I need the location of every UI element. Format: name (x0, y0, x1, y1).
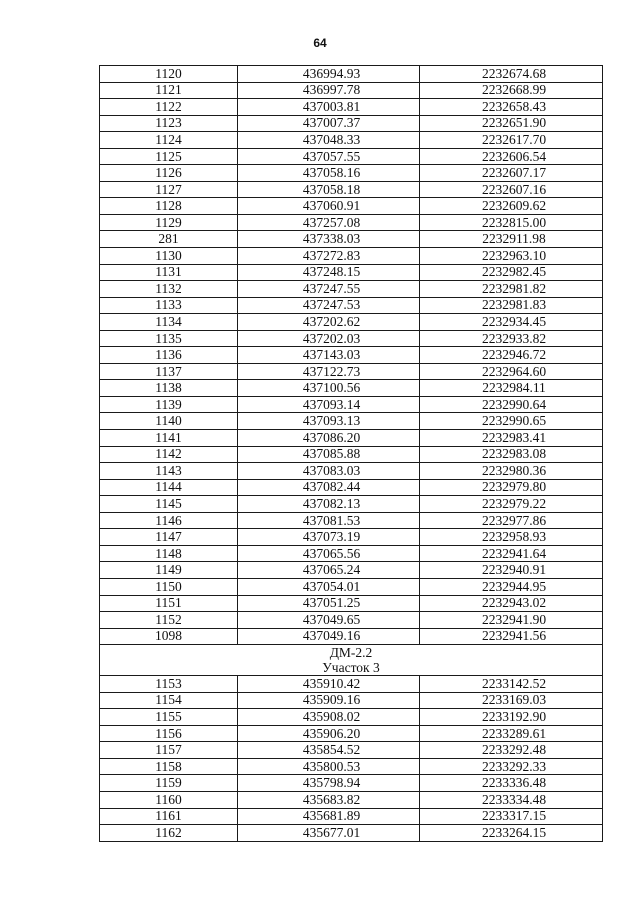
point-number-cell: 1122 (100, 99, 238, 116)
x-coordinate-cell: 437093.14 (238, 396, 420, 413)
table-row (100, 99, 603, 116)
table-row (100, 725, 603, 742)
table-body-part1 (100, 66, 603, 645)
y-coordinate-cell: 2233336.48 (420, 775, 603, 792)
point-number-cell: 1156 (100, 725, 238, 742)
y-coordinate-cell: 2232941.64 (420, 545, 603, 562)
table-row (100, 148, 603, 165)
y-coordinate-cell: 2232941.90 (420, 612, 603, 629)
y-coordinate-cell: 2232979.22 (420, 496, 603, 513)
x-coordinate-cell: 437058.16 (238, 165, 420, 182)
y-coordinate-cell: 2232990.65 (420, 413, 603, 430)
x-coordinate-cell: 437272.83 (238, 248, 420, 265)
x-coordinate-cell: 435798.94 (238, 775, 420, 792)
x-coordinate-cell: 437247.55 (238, 281, 420, 298)
x-coordinate-cell: 437083.03 (238, 463, 420, 480)
section-title: ДМ-2.2 (329, 645, 373, 661)
table-row (100, 330, 603, 347)
x-coordinate-cell: 435854.52 (238, 742, 420, 759)
table-row (100, 363, 603, 380)
table-row (100, 248, 603, 265)
point-number-cell: 1160 (100, 791, 238, 808)
y-coordinate-cell: 2232984.11 (420, 380, 603, 397)
y-coordinate-cell: 2233142.52 (420, 676, 603, 693)
point-number-cell: 1120 (100, 66, 238, 83)
y-coordinate-cell: 2232977.86 (420, 512, 603, 529)
y-coordinate-cell: 2233292.48 (420, 742, 603, 759)
point-number-cell: 1128 (100, 198, 238, 215)
y-coordinate-cell: 2232933.82 (420, 330, 603, 347)
x-coordinate-cell: 437247.53 (238, 297, 420, 314)
x-coordinate-cell: 437003.81 (238, 99, 420, 116)
point-number-cell: 1138 (100, 380, 238, 397)
point-number-cell: 1146 (100, 512, 238, 529)
table-row (100, 562, 603, 579)
point-number-cell: 1143 (100, 463, 238, 480)
y-coordinate-cell: 2232944.95 (420, 578, 603, 595)
table-row (100, 692, 603, 709)
point-number-cell: 1142 (100, 446, 238, 463)
table-row (100, 347, 603, 364)
table-row (100, 808, 603, 825)
section-header-cell (100, 645, 603, 676)
table-row (100, 264, 603, 281)
point-number-cell: 1140 (100, 413, 238, 430)
point-number-cell: 1153 (100, 676, 238, 693)
y-coordinate-cell: 2232946.72 (420, 347, 603, 364)
x-coordinate-cell: 437202.62 (238, 314, 420, 331)
point-number-cell: 1158 (100, 758, 238, 775)
point-number-cell: 1124 (100, 132, 238, 149)
y-coordinate-cell: 2232983.08 (420, 446, 603, 463)
y-coordinate-cell: 2232983.41 (420, 430, 603, 447)
coordinates-table (99, 65, 603, 842)
point-number-cell: 1098 (100, 628, 238, 645)
x-coordinate-cell: 437073.19 (238, 529, 420, 546)
x-coordinate-cell: 437085.88 (238, 446, 420, 463)
table-row (100, 595, 603, 612)
point-number-cell: 1141 (100, 430, 238, 447)
table-body-part2 (100, 676, 603, 841)
x-coordinate-cell: 436997.78 (238, 82, 420, 99)
table-row (100, 281, 603, 298)
table-row (100, 396, 603, 413)
x-coordinate-cell: 437122.73 (238, 363, 420, 380)
y-coordinate-cell: 2232958.93 (420, 529, 603, 546)
x-coordinate-cell: 435908.02 (238, 709, 420, 726)
table-row (100, 612, 603, 629)
x-coordinate-cell: 435677.01 (238, 825, 420, 842)
point-number-cell: 1152 (100, 612, 238, 629)
x-coordinate-cell: 435800.53 (238, 758, 420, 775)
y-coordinate-cell: 2232981.82 (420, 281, 603, 298)
point-number-cell: 1132 (100, 281, 238, 298)
y-coordinate-cell: 2232607.17 (420, 165, 603, 182)
table-row (100, 66, 603, 83)
y-coordinate-cell: 2232982.45 (420, 264, 603, 281)
table-row (100, 430, 603, 447)
point-number-cell: 1135 (100, 330, 238, 347)
y-coordinate-cell: 2233192.90 (420, 709, 603, 726)
x-coordinate-cell: 435910.42 (238, 676, 420, 693)
table-row (100, 628, 603, 645)
x-coordinate-cell: 437007.37 (238, 115, 420, 132)
table-row (100, 578, 603, 595)
x-coordinate-cell: 437081.53 (238, 512, 420, 529)
table-row (100, 198, 603, 215)
y-coordinate-cell: 2233289.61 (420, 725, 603, 742)
table-row (100, 132, 603, 149)
x-coordinate-cell: 437257.08 (238, 214, 420, 231)
x-coordinate-cell: 435683.82 (238, 791, 420, 808)
table-row (100, 825, 603, 842)
y-coordinate-cell: 2232940.91 (420, 562, 603, 579)
x-coordinate-cell: 437082.13 (238, 496, 420, 513)
y-coordinate-cell: 2232617.70 (420, 132, 603, 149)
x-coordinate-cell: 437082.44 (238, 479, 420, 496)
point-number-cell: 1147 (100, 529, 238, 546)
point-number-cell: 1127 (100, 181, 238, 198)
table-row (100, 775, 603, 792)
point-number-cell: 1145 (100, 496, 238, 513)
point-number-cell: 1136 (100, 347, 238, 364)
y-coordinate-cell: 2232668.99 (420, 82, 603, 99)
table-row (100, 512, 603, 529)
y-coordinate-cell: 2232815.00 (420, 214, 603, 231)
y-coordinate-cell: 2232963.10 (420, 248, 603, 265)
point-number-cell: 1157 (100, 742, 238, 759)
x-coordinate-cell: 437048.33 (238, 132, 420, 149)
y-coordinate-cell: 2232607.16 (420, 181, 603, 198)
x-coordinate-cell: 437060.91 (238, 198, 420, 215)
section-subtitle: Участок 3 (322, 660, 380, 676)
section-header-row (100, 645, 603, 676)
point-number-cell: 1131 (100, 264, 238, 281)
x-coordinate-cell: 437049.16 (238, 628, 420, 645)
x-coordinate-cell: 435681.89 (238, 808, 420, 825)
point-number-cell: 1129 (100, 214, 238, 231)
y-coordinate-cell: 2232658.43 (420, 99, 603, 116)
y-coordinate-cell: 2232981.83 (420, 297, 603, 314)
table-row (100, 463, 603, 480)
table-row (100, 791, 603, 808)
y-coordinate-cell: 2232934.45 (420, 314, 603, 331)
table-row (100, 545, 603, 562)
x-coordinate-cell: 437054.01 (238, 578, 420, 595)
table-row (100, 446, 603, 463)
point-number-cell: 1123 (100, 115, 238, 132)
point-number-cell: 1151 (100, 595, 238, 612)
y-coordinate-cell: 2232941.56 (420, 628, 603, 645)
table-row (100, 676, 603, 693)
table-row (100, 709, 603, 726)
point-number-cell: 1130 (100, 248, 238, 265)
x-coordinate-cell: 437058.18 (238, 181, 420, 198)
point-number-cell: 1144 (100, 479, 238, 496)
y-coordinate-cell: 2233334.48 (420, 791, 603, 808)
y-coordinate-cell: 2233169.03 (420, 692, 603, 709)
table-row (100, 529, 603, 546)
x-coordinate-cell: 437093.13 (238, 413, 420, 430)
point-number-cell: 1125 (100, 148, 238, 165)
y-coordinate-cell: 2232943.02 (420, 595, 603, 612)
point-number-cell: 1155 (100, 709, 238, 726)
x-coordinate-cell: 437338.03 (238, 231, 420, 248)
table-row (100, 479, 603, 496)
table-row (100, 214, 603, 231)
table-row (100, 231, 603, 248)
point-number-cell: 1126 (100, 165, 238, 182)
x-coordinate-cell: 437065.56 (238, 545, 420, 562)
table-row (100, 742, 603, 759)
y-coordinate-cell: 2233264.15 (420, 825, 603, 842)
y-coordinate-cell: 2232609.62 (420, 198, 603, 215)
y-coordinate-cell: 2232979.80 (420, 479, 603, 496)
table-row (100, 380, 603, 397)
y-coordinate-cell: 2232606.54 (420, 148, 603, 165)
point-number-cell: 281 (100, 231, 238, 248)
y-coordinate-cell: 2233292.33 (420, 758, 603, 775)
x-coordinate-cell: 436994.93 (238, 66, 420, 83)
point-number-cell: 1137 (100, 363, 238, 380)
x-coordinate-cell: 437100.56 (238, 380, 420, 397)
point-number-cell: 1154 (100, 692, 238, 709)
point-number-cell: 1121 (100, 82, 238, 99)
page-number: 64 (313, 36, 327, 50)
y-coordinate-cell: 2232990.64 (420, 396, 603, 413)
table-row (100, 496, 603, 513)
x-coordinate-cell: 437049.65 (238, 612, 420, 629)
x-coordinate-cell: 437248.15 (238, 264, 420, 281)
y-coordinate-cell: 2233317.15 (420, 808, 603, 825)
point-number-cell: 1150 (100, 578, 238, 595)
point-number-cell: 1162 (100, 825, 238, 842)
y-coordinate-cell: 2232980.36 (420, 463, 603, 480)
y-coordinate-cell: 2232964.60 (420, 363, 603, 380)
section-header-group (100, 645, 603, 676)
x-coordinate-cell: 437065.24 (238, 562, 420, 579)
y-coordinate-cell: 2232674.68 (420, 66, 603, 83)
table-row (100, 82, 603, 99)
x-coordinate-cell: 437202.03 (238, 330, 420, 347)
table-row (100, 181, 603, 198)
point-number-cell: 1134 (100, 314, 238, 331)
table-row (100, 758, 603, 775)
table-row (100, 297, 603, 314)
x-coordinate-cell: 435909.16 (238, 692, 420, 709)
point-number-cell: 1139 (100, 396, 238, 413)
point-number-cell: 1161 (100, 808, 238, 825)
x-coordinate-cell: 437086.20 (238, 430, 420, 447)
x-coordinate-cell: 437051.25 (238, 595, 420, 612)
point-number-cell: 1133 (100, 297, 238, 314)
point-number-cell: 1149 (100, 562, 238, 579)
x-coordinate-cell: 437143.03 (238, 347, 420, 364)
table-row (100, 314, 603, 331)
x-coordinate-cell: 435906.20 (238, 725, 420, 742)
point-number-cell: 1159 (100, 775, 238, 792)
table-row (100, 413, 603, 430)
table-row (100, 165, 603, 182)
y-coordinate-cell: 2232651.90 (420, 115, 603, 132)
x-coordinate-cell: 437057.55 (238, 148, 420, 165)
table-row (100, 115, 603, 132)
point-number-cell: 1148 (100, 545, 238, 562)
y-coordinate-cell: 2232911.98 (420, 231, 603, 248)
